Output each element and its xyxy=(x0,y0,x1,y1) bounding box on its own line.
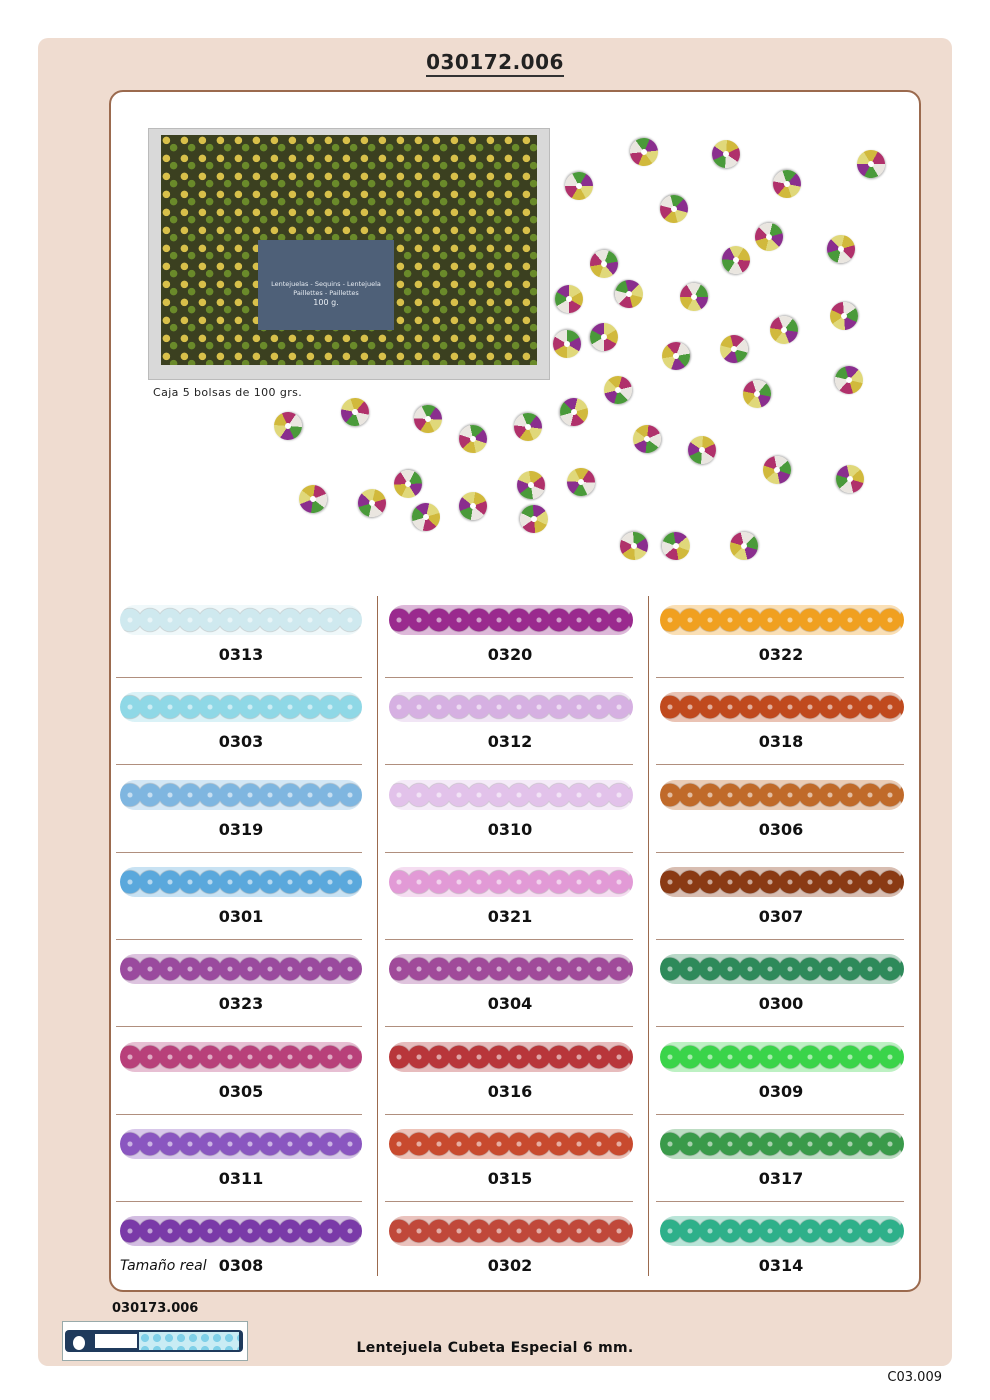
color-code-label: 0302 xyxy=(487,1256,533,1276)
real-size-note: Tamaño real xyxy=(120,1258,207,1274)
color-code-label: 0311 xyxy=(218,1168,264,1188)
color-code-label: 0314 xyxy=(758,1256,804,1276)
sequin-strip-swatch xyxy=(120,692,362,722)
color-code-label: 0308 xyxy=(218,1256,264,1276)
sequin-strip-swatch xyxy=(389,780,633,810)
secondary-code: 030173.006 xyxy=(112,1301,199,1316)
color-code-label: 0323 xyxy=(218,994,264,1014)
color-code-label: 0317 xyxy=(758,1168,804,1188)
color-code-label: 0303 xyxy=(218,732,264,752)
sequin-strip-swatch xyxy=(120,1042,362,1072)
color-code-label: 0306 xyxy=(758,819,804,839)
row-separator xyxy=(116,764,362,765)
column-divider xyxy=(648,596,649,1276)
color-code-label: 0313 xyxy=(218,645,264,664)
color-code-label: 0320 xyxy=(487,645,533,664)
row-separator xyxy=(385,1201,633,1202)
color-code-label: 0305 xyxy=(218,1081,264,1101)
row-separator xyxy=(656,939,904,940)
sequin-strip-swatch xyxy=(389,692,633,722)
row-separator xyxy=(656,1201,904,1202)
row-separator xyxy=(656,1026,904,1027)
row-separator xyxy=(656,852,904,853)
sequin-strip-swatch xyxy=(660,1216,904,1246)
color-code-label: 0319 xyxy=(218,819,264,839)
color-code-label: 0304 xyxy=(487,994,533,1014)
row-separator xyxy=(116,939,362,940)
row-separator xyxy=(656,677,904,678)
catalog-code-title: 030172.006 xyxy=(0,50,990,74)
row-separator xyxy=(116,1201,362,1202)
column-divider xyxy=(377,596,378,1276)
row-separator xyxy=(385,852,633,853)
color-code-label: 0301 xyxy=(218,906,264,926)
sequin-strip-swatch xyxy=(120,1216,362,1246)
color-code-label: 0310 xyxy=(487,819,533,839)
row-separator xyxy=(385,1026,633,1027)
sequin-strip-swatch xyxy=(660,1042,904,1072)
sequin-strip-swatch xyxy=(120,1129,362,1159)
color-code-label: 0316 xyxy=(487,1081,533,1101)
row-separator xyxy=(116,1026,362,1027)
color-code-label: 0321 xyxy=(487,906,533,926)
sequin-strip-swatch xyxy=(660,692,904,722)
row-separator xyxy=(385,764,633,765)
product-name: Lentejuela Cubeta Especial 6 mm. xyxy=(356,1340,634,1356)
sequin-strip-swatch xyxy=(389,1216,633,1246)
row-separator xyxy=(385,677,633,678)
row-separator xyxy=(116,677,362,678)
color-code-label: 0318 xyxy=(758,732,804,752)
row-separator xyxy=(116,852,362,853)
sequin-strip-swatch xyxy=(389,954,633,984)
sequin-strip-swatch xyxy=(660,867,904,897)
color-code-label: 0307 xyxy=(758,906,804,926)
sequin-strip-swatch xyxy=(120,954,362,984)
sequin-strip-swatch xyxy=(389,1129,633,1159)
row-separator xyxy=(656,764,904,765)
sequin-strip-swatch xyxy=(660,780,904,810)
color-code-label: 0309 xyxy=(758,1081,804,1101)
sequin-strip-swatch xyxy=(660,605,904,635)
color-code-label: 0312 xyxy=(487,732,533,752)
row-separator xyxy=(385,1114,633,1115)
bag-label: Lentejuelas - Sequins - Lentejuela Paillettes - Paillettes 100 g. xyxy=(258,240,394,330)
row-separator xyxy=(385,939,633,940)
row-separator xyxy=(116,1114,362,1115)
sequin-strip-swatch xyxy=(120,780,362,810)
bag-caption: Caja 5 bolsas de 100 grs. xyxy=(153,386,303,399)
sequin-strip-swatch xyxy=(389,1042,633,1072)
row-separator xyxy=(656,1114,904,1115)
sequin-strip-swatch xyxy=(660,1129,904,1159)
color-code-label: 0300 xyxy=(758,994,804,1014)
sequin-strip-swatch xyxy=(120,867,362,897)
sequin-strip-swatch xyxy=(389,867,633,897)
color-code-label: 0315 xyxy=(487,1168,533,1188)
color-code-label: 0322 xyxy=(758,645,804,664)
page-code: C03.009 xyxy=(887,1370,942,1385)
sequin-strip-swatch xyxy=(660,954,904,984)
sequin-strip-swatch xyxy=(389,605,633,635)
sequin-strip-swatch xyxy=(120,605,362,635)
